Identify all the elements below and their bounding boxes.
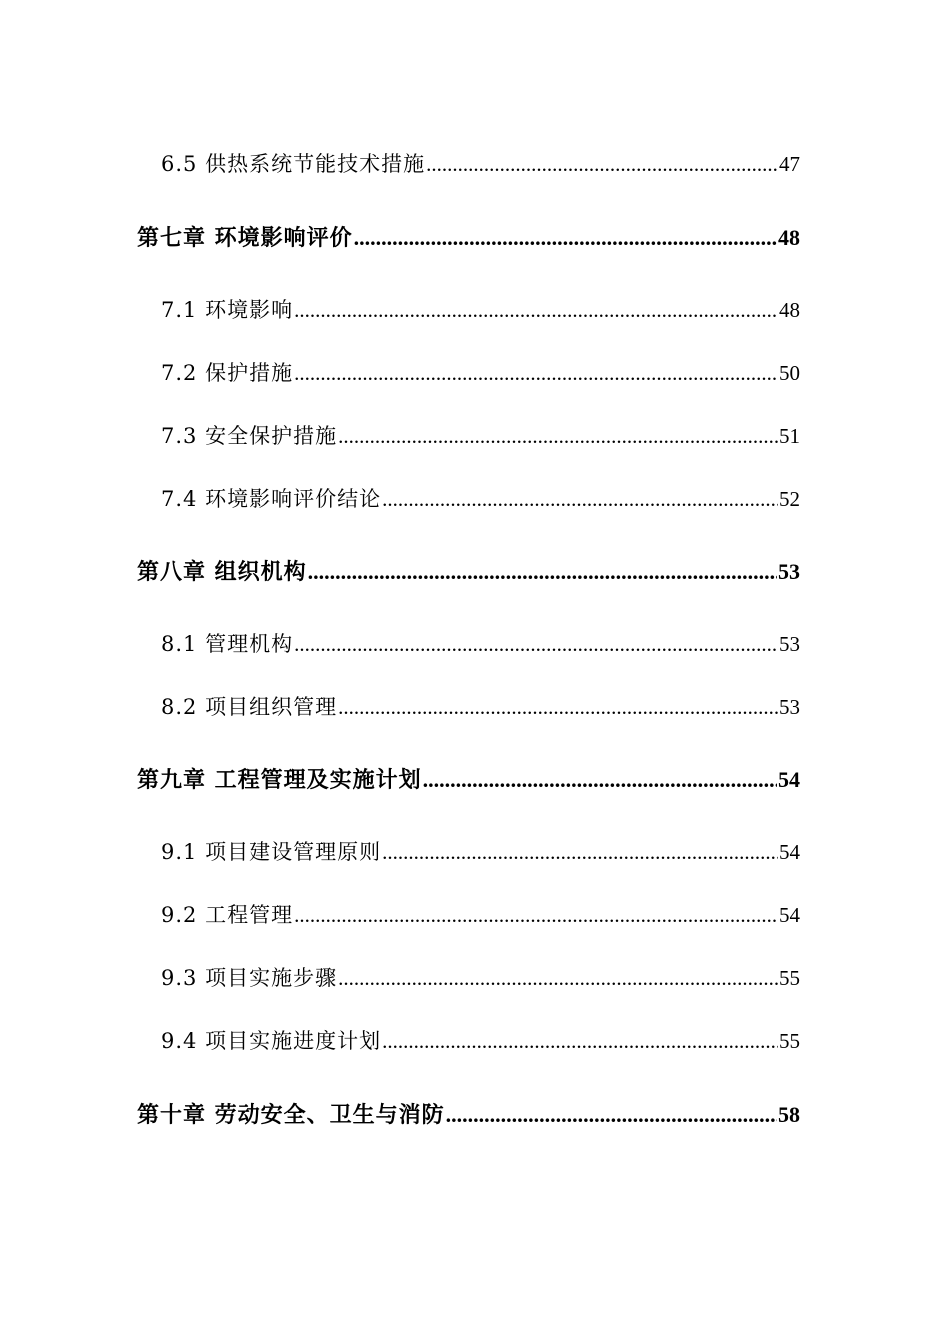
toc-page-number: 48 [779, 298, 800, 322]
toc-entry-title: 7.3 安全保护措施 [161, 424, 338, 448]
toc-page-number: 55 [779, 1029, 800, 1053]
toc-entry-9-2[interactable] [161, 899, 800, 929]
toc-entry-8-1[interactable] [161, 628, 800, 658]
toc-entry-title: 7.2 保护措施 [161, 361, 294, 385]
toc-entry-title: 6.5 供热系统节能技术措施 [161, 152, 426, 176]
toc-dot-leader [382, 1029, 778, 1054]
toc-dot-leader [338, 966, 778, 991]
toc-page-number: 51 [779, 424, 800, 448]
toc-entry-title: 9.1 项目建设管理原则 [161, 840, 382, 864]
toc-dot-leader [382, 487, 778, 512]
toc-page-number: 53 [779, 695, 800, 719]
toc-entry-9-3[interactable] [161, 962, 800, 992]
toc-entry-title: 9.2 工程管理 [161, 903, 294, 927]
toc-dot-leader [446, 1102, 777, 1128]
toc-entry-title: 第八章 组织机构 [137, 559, 307, 585]
toc-dot-leader [426, 152, 778, 177]
toc-dot-leader [338, 695, 778, 720]
toc-entry-9-1[interactable] [161, 836, 800, 866]
toc-page-number: 48 [778, 225, 800, 250]
toc-entry-9-4[interactable] [161, 1025, 800, 1055]
toc-entry-title: 9.3 项目实施步骤 [161, 966, 338, 990]
toc-entry-title: 8.1 管理机构 [161, 632, 294, 656]
toc-page-number: 53 [778, 559, 800, 584]
toc-entry-7-3[interactable] [161, 420, 800, 450]
toc-chapter-10[interactable] [137, 1098, 800, 1129]
toc-dot-leader [294, 361, 778, 386]
toc-entry-title: 7.1 环境影响 [161, 298, 294, 322]
toc-entry-7-4[interactable] [161, 483, 800, 513]
toc-entry-title: 第七章 环境影响评价 [137, 225, 353, 251]
toc-page-number: 58 [778, 1102, 800, 1127]
toc-chapter-8[interactable] [137, 555, 800, 586]
toc-chapter-7[interactable] [137, 221, 800, 252]
toc-page-number: 54 [779, 903, 800, 927]
toc-page-number: 50 [779, 361, 800, 385]
toc-entry-title: 第十章 劳动安全、卫生与消防 [137, 1102, 445, 1128]
toc-page-number: 47 [779, 152, 800, 176]
toc-dot-leader [354, 225, 777, 251]
toc-dot-leader [294, 903, 778, 928]
toc-entry-title: 9.4 项目实施进度计划 [161, 1029, 382, 1053]
toc-page-number: 54 [778, 767, 800, 792]
toc-entry-title: 8.2 项目组织管理 [161, 695, 338, 719]
toc-entry-title: 7.4 环境影响评价结论 [161, 487, 382, 511]
toc-dot-leader [294, 298, 778, 323]
toc-page-number: 52 [779, 487, 800, 511]
toc-page-number: 55 [779, 966, 800, 990]
toc-dot-leader [308, 559, 777, 585]
toc-dot-leader [423, 767, 777, 793]
toc-entry-7-1[interactable] [161, 294, 800, 324]
toc-page-number: 54 [779, 840, 800, 864]
toc-dot-leader [338, 424, 778, 449]
toc-entry-6-5[interactable] [161, 148, 800, 178]
toc-dot-leader [294, 632, 778, 657]
toc-dot-leader [382, 840, 778, 865]
toc-entry-title: 第九章 工程管理及实施计划 [137, 767, 422, 793]
toc-chapter-9[interactable] [137, 763, 800, 794]
toc-entry-8-2[interactable] [161, 691, 800, 721]
toc-entry-7-2[interactable] [161, 357, 800, 387]
toc-page-number: 53 [779, 632, 800, 656]
